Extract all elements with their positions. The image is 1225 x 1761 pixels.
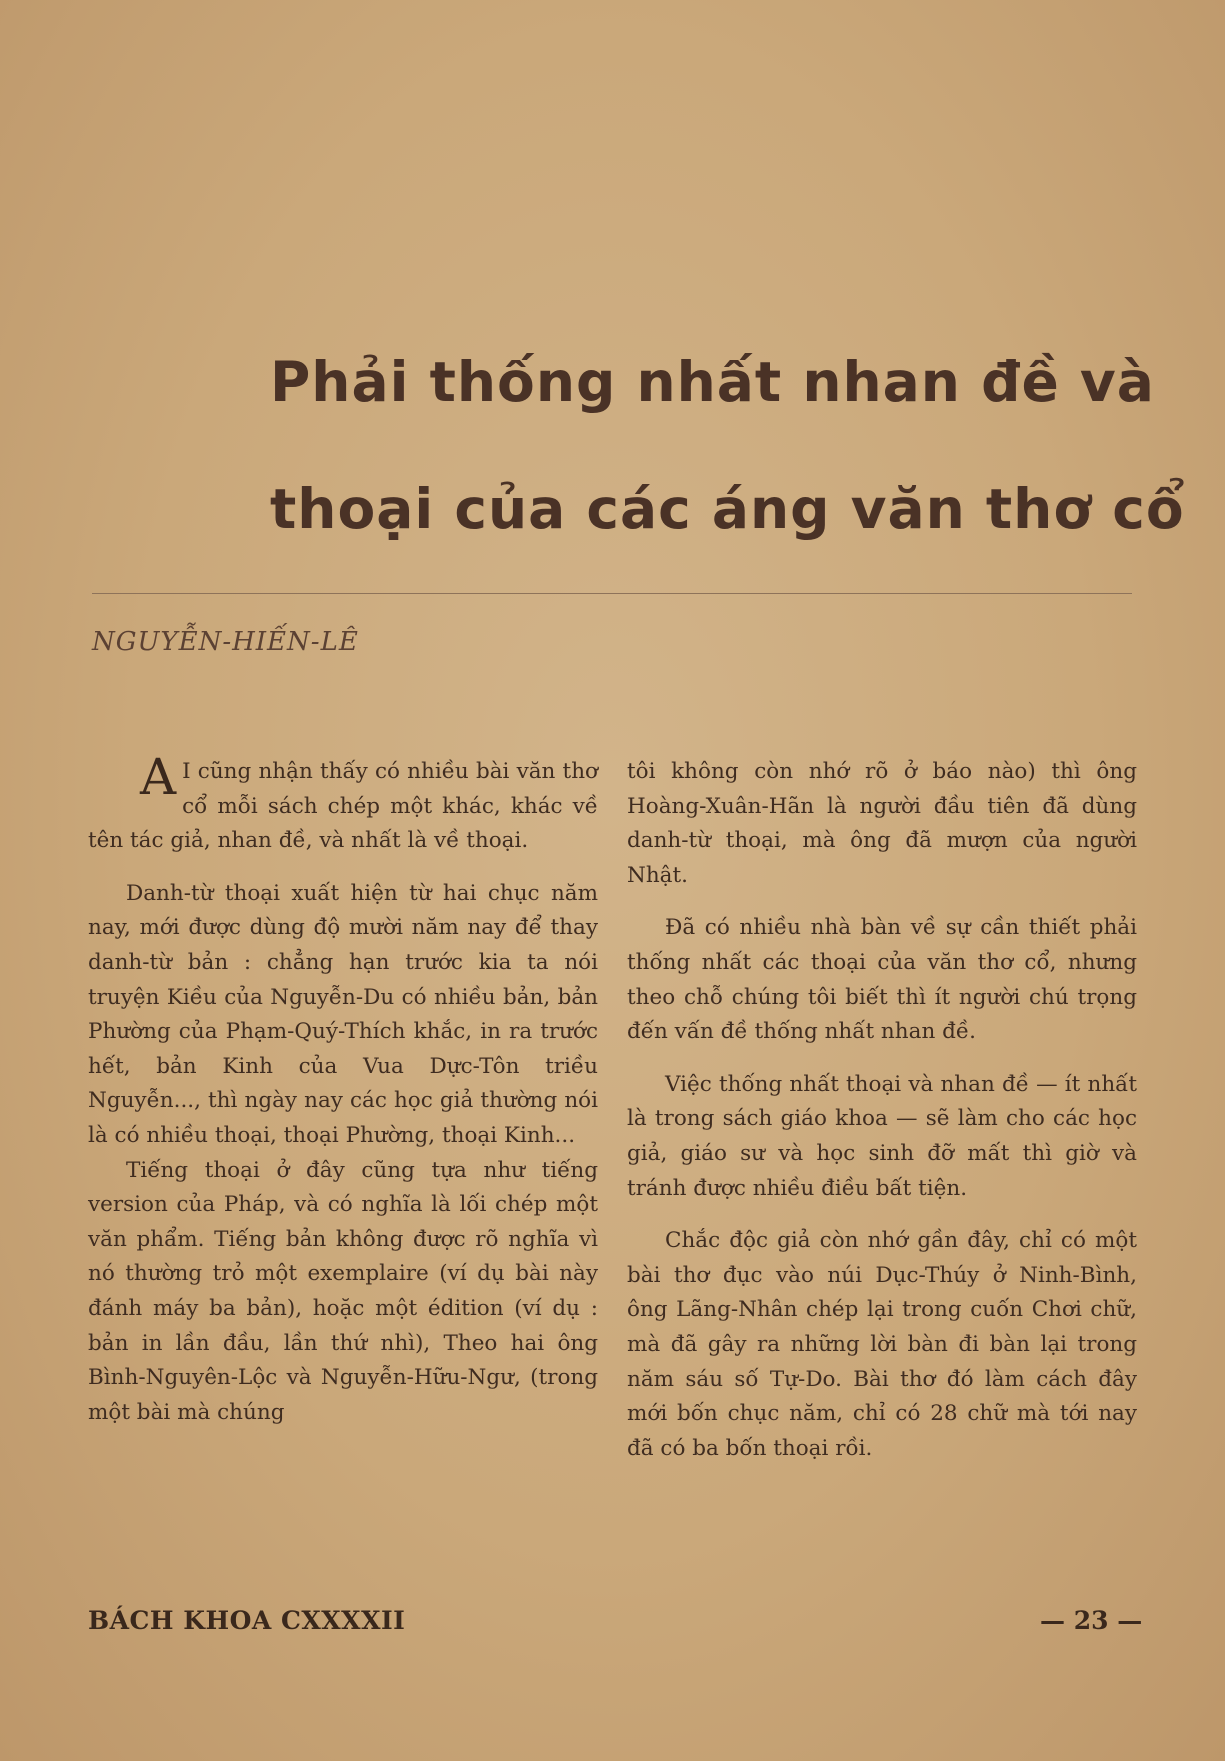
right-paragraph-2: Đã có nhiều nhà bàn về sự cần thiết phải thống nhất các thoại của văn thơ cổ, nhưng theo chỗ chúng tôi biết thì ít người chú trọng đến vấn đề thống nhất nhan đề. bbox=[627, 915, 1137, 1045]
left-paragraph-2: Danh-từ thoại xuất hiện từ hai chục năm nay, mới được dùng độ mười năm nay để thay danh-từ bản : chẳng hạn trước kia ta nói truyện Kiều của Nguyễn-Du có nhiều bản, bản Phường của Phạm-Quý-Thích khắc, in ra trước hết, bản Kinh của Vua Dực-Tôn triều Nguyễn..., thì ngày nay các học giả thường nói là có nhiều thoại, thoại Phường, thoại Kinh... bbox=[88, 880, 598, 1148]
article-title-line-2: thoại của các áng văn thơ cổ bbox=[270, 477, 1185, 541]
left-column bbox=[88, 748, 598, 1430]
left-paragraph-1-text: I cũng nhận thấy có nhiều bài văn thơ cổ mỗi sách chép một khác, khác về tên tác giả, nhan đề, và nhất là về thoại. bbox=[88, 759, 598, 854]
right-paragraph-3: Việc thống nhất thoại và nhan đề — ít nhất là trong sách giáo khoa — sẽ làm cho các học giả, giáo sư và học sinh đỡ mất thì giờ và tránh được nhiều điều bất tiện. bbox=[627, 1071, 1137, 1201]
page-number: — 23 — bbox=[1040, 1606, 1143, 1635]
left-paragraph-3: Tiếng thoại ở đây cũng tựa như tiếng version của Pháp, và có nghĩa là lối chép một văn phẩm. Tiếng bản không được rõ nghĩa vì nó thường trỏ một exemplaire (ví dụ bài này đánh máy ba bản), hoặc một édition (ví dụ : bản in lần đầu, lần thứ nhì), Theo hai ông Bình-Nguyên-Lộc và Nguyễn-Hữu-Ngư, (trong một bài mà chúng bbox=[88, 1157, 598, 1425]
publication-name: BÁCH KHOA CXXXXII bbox=[88, 1606, 406, 1635]
author-name: NGUYỄN-HIẾN-LÊ bbox=[92, 627, 359, 657]
right-column bbox=[627, 755, 1137, 1466]
drop-cap: A bbox=[140, 748, 177, 806]
right-paragraph-1: tôi không còn nhớ rõ ở báo nào) thì ông Hoàng-Xuân-Hãn là người đầu tiên đã dùng danh-từ thoại, mà ông đã mượn của người Nhật. bbox=[627, 759, 1137, 888]
article-title-line-1: Phải thống nhất nhan đề và bbox=[270, 350, 1155, 414]
title-divider bbox=[92, 593, 1132, 594]
right-paragraph-4: Chắc độc giả còn nhớ gần đây, chỉ có một bài thơ đục vào núi Dục-Thúy ở Ninh-Bình, ông Lãng-Nhân chép lại trong cuốn Chơi chữ, mà đã gây ra những lời bàn đi bàn lại trong năm sáu số Tự-Do. Bài thơ đó làm cách đây mới bốn chục năm, chỉ có 28 chữ mà tới nay đã có ba bốn thoại rồi. bbox=[627, 1228, 1137, 1461]
left-paragraph-1 bbox=[88, 748, 598, 859]
